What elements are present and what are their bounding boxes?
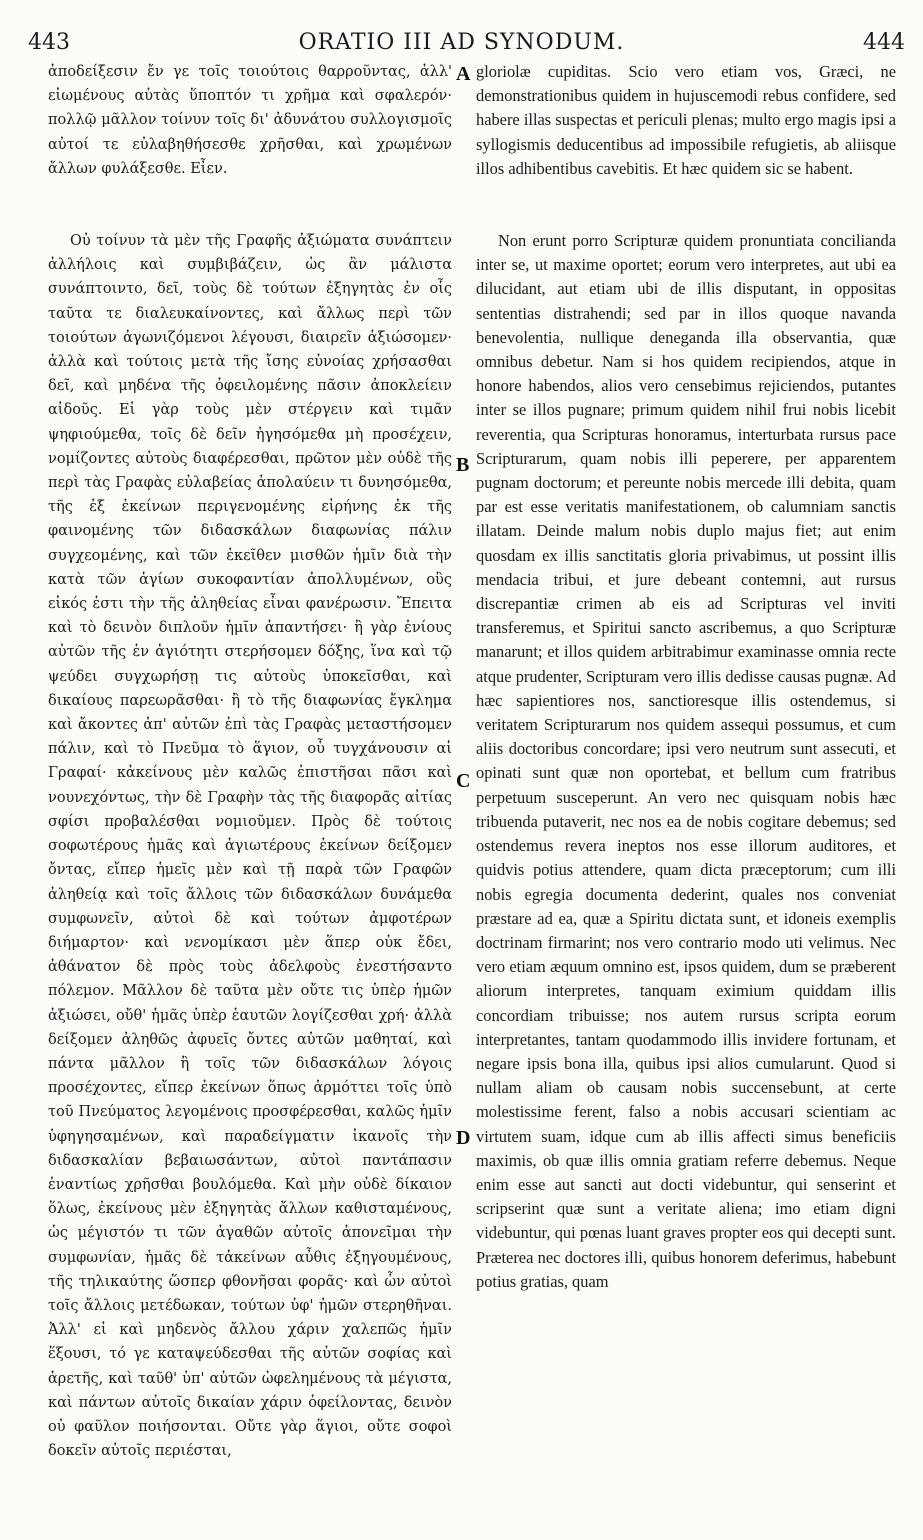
page-header: [0, 0, 923, 58]
greek-paragraph-2: Οὐ τοίνυν τὰ μὲν τῆς Γραφῆς ἀξιώματα συνάπτειν ἀλλήλοις καὶ συμβιβάζειν, ὡς ἂν μάλιστα συνάπτοιντο, δεῖ, τοὺς δὲ τούτων ἐξηγητὰς ἐν οἷς ταῦτα τε διαλευκαίνοντες, καὶ ἄλλως περὶ τῶν τοιούτων ἀγωνιζόμενοι λέγουσι, διαιρεῖν ἀξιώσομεν· ἀλλὰ καὶ τούτοις μετὰ τῆς ἴσης εὐνοίας χρήσασθαι δεῖ, καὶ μηδένα τῆς ὀφειλομένης πᾶσιν ἀποκλείειν αἰδοῦς. Εἰ γὰρ τοὺς μὲν στέργειν καὶ τιμᾶν ψηφιούμεθα, τοῖς δὲ δεῖν ἡγησόμεθα μὴ προσέχειν, νομίζοντες αὐτοὺς διαφέρεσθαι, πρῶτον μὲν οὐδὲ τῆς περὶ τὰς Γραφὰς εὐλαβείας ἀπολαύειν τι δυνησόμεθα, τῆς ἐξ ἐκείνων περιγενομένης εἰρήνης ἐκ τῆς φαινομένης τῶν διδασκάλων διαφωνίας πάλιν συγχεομένης, καὶ τῶν ἐκεῖθεν μισθῶν ἡμῖν διὰ τὴν κατὰ τῶν ἁγίων συκοφαντίαν ἀπολλυμένων, οὓς εἰκός ἐστι τὴν τῆς ἀληθείας εἶναι φανέρωσιν. Ἔπειτα καὶ τὸ δεινὸν διπλοῦν ἡμῖν ἀπαντήσει· ἢ γὰρ ἐνίους αὐτῶν τῆς ἐν ἁγιότητι στερήσομεν δόξης, ἵνα καὶ τῷ ψεύδει συγχωρήσῃ τις αὐτοὺς ὑποκεῖσθαι, καὶ δικαίους παρεωρᾶσθαι· ἢ τὸ τῆς διαφωνίας ἔγκλημα καὶ ἄκοντες ἀπ' αὐτῶν ἐπὶ τὰς Γραφὰς μεταστήσομεν πάλιν, καὶ τὸ Πνεῦμα τὸ ἅγιον, οὗ τυγχάνουσιν αἱ Γραφαί· κἀκείνους μὲν καλῶς ἐπιστῆσαι πᾶσι καὶ νουνεχόντως, τὴν δὲ Γραφὴν τὰς τῆς διαφορᾶς αἰτίας σφίσι προβαλέσθαι νομιοῦμεν. Πρὸς δὲ τούτοις σοφωτέρους ἡμᾶς καὶ ἁγιωτέρους ἐκείνων δείξομεν ὄντας, εἴπερ ἡμεῖς μὲν καὶ τῇ παρὰ τῶν Γραφῶν ἀληθείᾳ καὶ τοῖς ἄλλοις τῶν διδασκάλων δυνάμεθα συμφωνεῖν, αὐτοὶ δὲ καὶ τούτων ἀμφοτέρων διήμαρτον· καὶ νενομίκασι μὲν ἅπερ οὐκ ἔδει, ἀθάνατον δὲ πρὸς τοὺς ἀδελφοὺς ἐνεστήσαντο πόλεμον. Μᾶλλον δὲ ταῦτα μὲν οὔτε τις ὑπὲρ ἡμῶν ἀξιώσει, οὔθ' ἡμᾶς ὑπὲρ ἑαυτῶν λογίζεσθαι χρή· ἀλλὰ δείξομεν ἀληθῶς ἀφυεῖς ὄντες αὐτῶν μαθηταί, καὶ πάντα μᾶλλον ἢ τοῖς τῶν διδασκάλων λόγοις προσέχοντες, εἴπερ ἐκείνων ὅπως ἁρμόττει τοῖς ὑπὸ τοῦ Πνεύματος λεγομένοις προσφέρεσθαι, καλῶς ἡμῖν ὑφηγησαμένων, καὶ παραδείγματιν ἱκανοῖς τὴν διδασκαλίαν βεβαιωσάντων, αὐτοὶ παντάπασιν ἐναντίως χρῆσθαι βουλόμεθα. Καὶ μὴν οὐδὲ δίκαιον ὅλως, ἐκείνους μὲν ἐξηγητὰς ἄλλων καθισταμένους, ὡς μέγιστόν τι τῶν ἀγαθῶν αὐτοῖς ἀπονεῖμαι τὴν συμφωνίαν, ἡμᾶς δὲ τἀκείνων αὖθις ἐξηγουμένους, τῆς τηλικαύτης ὥσπερ φθονῆσαι φορᾶς· καὶ ὧν αὐτοὶ τοῖς ἄλλοις μετέδωκαν, τούτων ὑφ' ἡμῶν στερηθῆναι. Ἀλλ' εἰ καὶ μηδενὸς ἄλλου χάριν χαλεπῶς ἡμῖν ἕξουσι, τό γε καταψεύδεσθαι τῆς αὐτῶν σοφίας καὶ ἀρετῆς, καὶ ταῦθ' ὑπ' αὐτῶν ὠφελημένους τὰ μέγιστα, καὶ πάντων αὐτοῖς δικαίαν χάριν ὀφείλοντας, δεινὸν οὐ φαῦλον ποιήσονται. Οὔτε γὰρ ἅγιοι, οὔτε σοφοὶ δοκεῖν αὐτοῖς περιέσται,: [48, 233, 452, 1460]
page-number-right: 444: [863, 30, 905, 55]
latin-paragraph-1: gloriolæ cupiditas. Scio vero etiam vos, Græci, ne demonstrationibus quidem in hujuscemodi rebus confidere, sed habere illas suspectas et periculi plenas; multo ergo magis ipsi a syllogismis deducentibus ad impossibile refugietis, ab aliisque illos adhibentibus cavebitis. Et hæc quidem sic se habent.: [476, 62, 896, 178]
section-marker-d: D: [456, 1127, 471, 1149]
latin-column: [476, 60, 896, 1528]
greek-column: [48, 60, 452, 1528]
section-marker-b: B: [456, 454, 470, 476]
running-title: ORATIO III AD SYNODUM.: [298, 30, 625, 55]
greek-paragraph-1: ἀποδείξεσιν ἔν γε τοῖς τοιούτοις θαρροῦντας, ἀλλ' εἰωμένους αὐτὰς ὕποπτόν τι χρῆμα καὶ σφαλερόν· πολλῷ μᾶλλον τοίνυν τοῖς δι' ἀδυνάτου συλλογισμοῖς αὐτοί τε εὐλαβηθήσεσθε χρῆσθαι, καὶ χρωμένων ἄλλων φυλάξεσθε. Εἶεν.: [48, 64, 452, 177]
page-number-left: 443: [28, 30, 70, 55]
section-marker-a: A: [456, 63, 471, 85]
section-marker-c: C: [456, 770, 471, 792]
latin-paragraph-2: Non erunt porro Scripturæ quidem pronuntiata concilianda inter se, ut maxime oportet; eorum vero interpretes, aut ubi ea dilucidant, aut etiam ubi de illis disputant, in oppositas sententias distrahendi; sed par in illos quoque navanda benevolentia, nullique deneganda illa observantia, quæ omnibus debetur. Nam si hos quidem recipiendos, atque in honore habendos, alios vero censebimus rejiciendos, putantes inter se illos pugnare; primum quidem nihil frui nobis licebit reverentia, qua Scripturas honoramus, interturbata rursus pace Scripturarum, quam nobis illi pepererе, per apparentem pugnam doctorum; et pereunte nobis mercede illi debita, quam par est esse veritatis manifestationem, ob calumniam sanctis illatam. Deinde malum nobis duplo majus fiet; aut enim quosdam ex illis sanctitatis gloria privabimus, ut possint illis mendacia tribui, et jure debeant contemni, aut rursus discrepantiæ crimen ab eis ad Scripturas vel inviti transferemus, et Spiritui sancto ascribemus, a quo Scripturæ manarunt; et illos quidem arbitrabimur examinasse omnia recte atque prudenter, Scripturam vero illis dedisse causas pugnæ. Ad hæc sapientiores nos, sanctioresque illis ostendemus, si veritatem Scripturarum nos quidem assequi possumus, et cum aliis doctoribus concordare; ipsi vero neutrum sunt assecuti, et opinati sunt quæ non oportebat, et bellum cum fratribus perpetuum susceperunt. An vero nec quisquam nobis hæc tribuenda putaverit, nec nos ea de nobis cogitare debemus; sed ostendemus revera ineptos nos esse illorum auditores, et quidvis potius attendere, quam dicta præceptorum; cum illi nobis egregia documenta dederint, quales nos conveniat præstare ad ea, quæ a Spiritu dictata sunt, et idoneis exemplis doctrinam firmarint; nos vero contrario modo uti velimus. Nec vero etiam æquum omnino est, ipsos quidem, dum se præberent aliorum interpretes, tanquam eximium quiddam illis concordiam tribuisse; nos autem rursus scripta eorum interpretantes, tantam quodammodo illis invidere fortunam, et negare ipsis bona illa, quibus ipsi alios cumularunt. Quod si nullam aliam ob causam nobis succensebunt, at certe molestissime ferent, falso a nobis accusari scientiam ac virtutem suam, idque cum ab illis affecti simus beneficiis maximis, ob quæ illis omnia gratiam referre debemus. Neque enim esse aut sancti aut docti videbuntur, qui senserint et scripserint quæ sunt a veritate aliena; imo etiam digni videbuntur, qui pœnas luant graves propter eos qui decepti sunt. Præterea nec doctores illi, quibus honorem deferimus, habebunt potius gratias, quam: [476, 231, 896, 1291]
